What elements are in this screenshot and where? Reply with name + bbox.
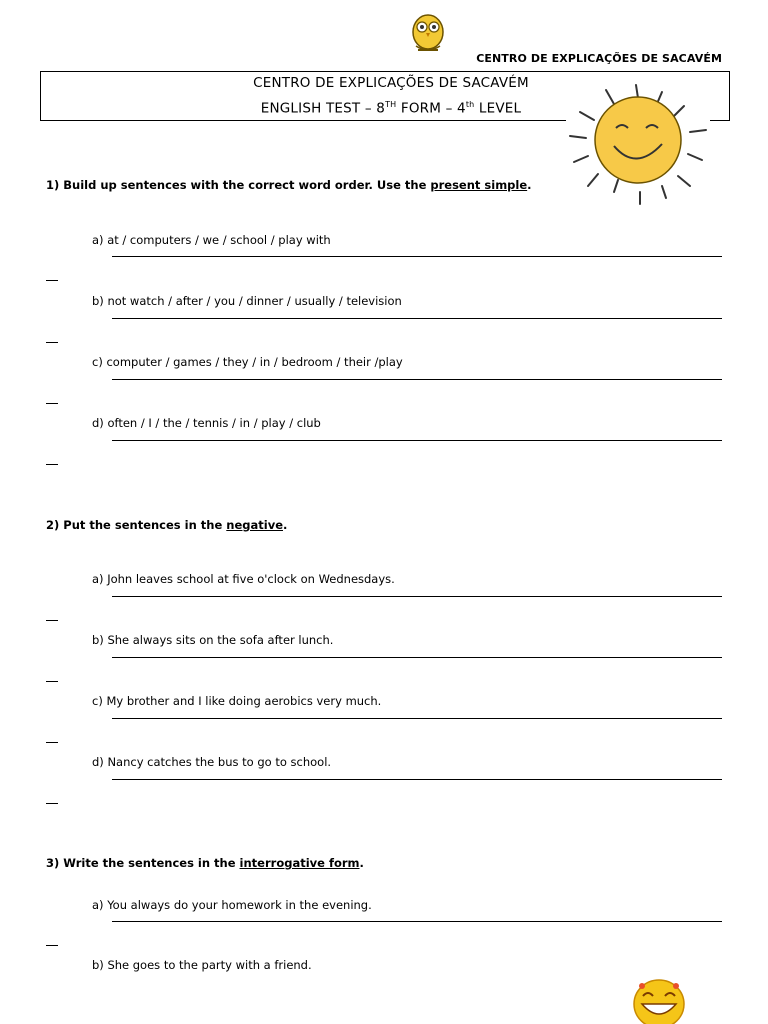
section-title-text: 3) Write the sentences in the [46, 856, 240, 870]
section-title-text: 1) Build up sentences with the correct word order. Use the [46, 178, 431, 192]
answer-line-continuation [46, 342, 58, 343]
answer-line-continuation [46, 464, 58, 465]
sun-icon [566, 80, 710, 210]
answer-line[interactable] [112, 596, 722, 597]
section-title-text: 2) Put the sentences in the [46, 518, 227, 532]
smiley-icon [630, 976, 688, 1024]
answer-line-continuation [46, 681, 58, 682]
section-title-text: . [359, 856, 364, 870]
test-title-sup: TH [385, 100, 397, 109]
test-title-part: FORM – 4 [396, 100, 466, 117]
question-item: a) You always do your homework in the evening. [92, 898, 372, 912]
question-item: d) Nancy catches the bus to go to school. [92, 755, 332, 769]
answer-line[interactable] [112, 779, 722, 780]
answer-line[interactable] [112, 440, 722, 441]
org-name-header: CENTRO DE EXPLICAÇÕES DE SACAVÉM [476, 52, 722, 65]
section-title-emphasis: interrogative form [239, 856, 360, 870]
question-item: d) often / I / the / tennis / in / play / club [92, 416, 321, 430]
answer-line-continuation [46, 945, 58, 946]
answer-line[interactable] [112, 256, 722, 257]
answer-line[interactable] [112, 379, 722, 380]
question-item: c) computer / games / they / in / bedroom / their /play [92, 355, 403, 369]
answer-line[interactable] [112, 318, 722, 319]
test-title-sup: th [465, 100, 475, 109]
section-3-title [46, 856, 364, 870]
answer-line-continuation [46, 280, 58, 281]
test-title-part: LEVEL [474, 100, 522, 117]
question-item: b) She goes to the party with a friend. [92, 958, 312, 972]
answer-line-continuation [46, 742, 58, 743]
answer-line-continuation [46, 803, 58, 804]
question-item: c) My brother and I like doing aerobics very much. [92, 694, 382, 708]
owl-logo-icon [408, 12, 448, 54]
school-title: CENTRO DE EXPLICAÇÕES DE SACAVÉM [253, 75, 529, 91]
answer-line[interactable] [112, 657, 722, 658]
answer-line-continuation [46, 620, 58, 621]
section-title-emphasis: present simple [430, 178, 528, 192]
answer-line[interactable] [112, 718, 722, 719]
section-1-title [46, 178, 532, 192]
section-title-text: . [527, 178, 532, 192]
section-title-emphasis: negative [226, 518, 283, 532]
answer-line[interactable] [112, 921, 722, 922]
section-2-title [46, 518, 287, 532]
section-title-text: . [283, 518, 288, 532]
test-title-part: ENGLISH TEST – 8 [260, 100, 386, 117]
question-item: b) not watch / after / you / dinner / usually / television [92, 294, 402, 308]
question-item: a) at / computers / we / school / play with [92, 233, 331, 247]
question-item: b) She always sits on the sofa after lunch. [92, 633, 334, 647]
answer-line-continuation [46, 403, 58, 404]
question-item: a) John leaves school at five o'clock on Wednesdays. [92, 572, 395, 586]
